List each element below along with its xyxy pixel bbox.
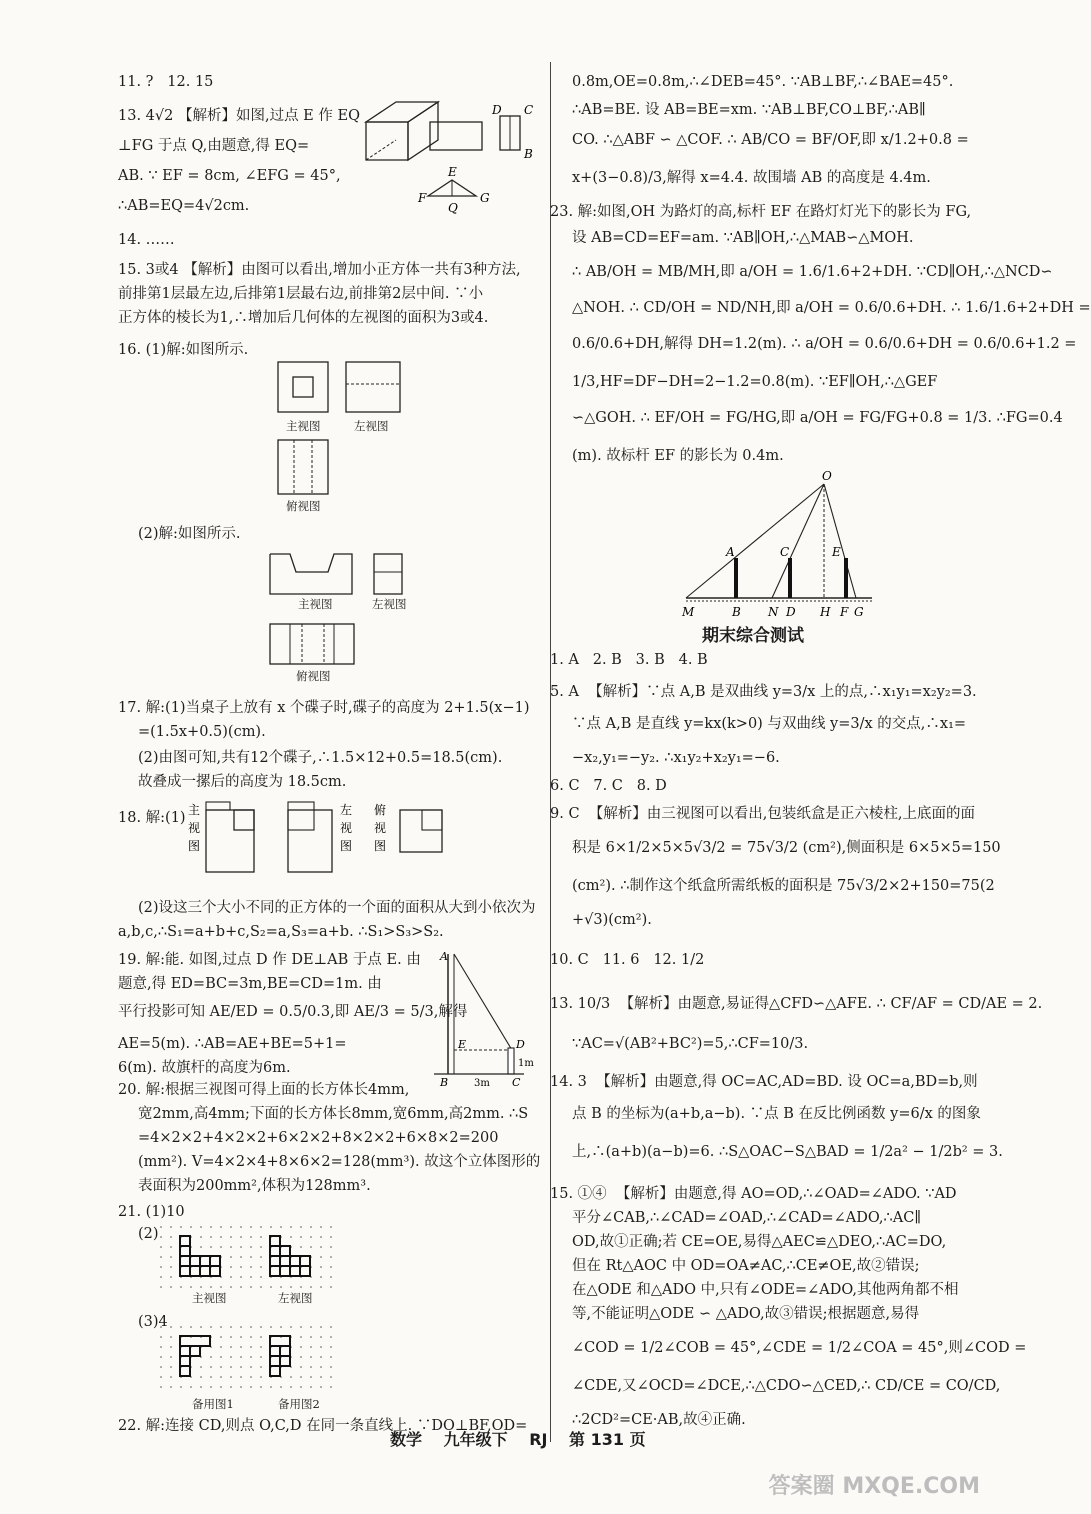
footer-subject: 数学 <box>390 1430 423 1449</box>
answer-21-3: (3)4 <box>138 1314 168 1330</box>
answer-20-line5: 表面积为200mm²,体积为128mm³. <box>138 1178 371 1194</box>
answer-15: 15. ①④ 【解析】由题意,得 AO=OD,∴∠OAD=∠ADO. ∵AD <box>550 1186 957 1202</box>
caption-spare-2: 备用图2 <box>278 1397 320 1411</box>
answer-15-line8: ∠CDE,又∠OCD=∠DCE,∴△CDO∽△CED,∴ CD/CE = CO/CD, <box>572 1378 1001 1394</box>
answer-13-line2: ⊥FG 于点 Q,由题意,得 EQ= <box>118 138 310 154</box>
ray-on <box>772 484 824 598</box>
label-g: G <box>480 191 490 205</box>
r-line-6: 设 AB=CD=EF=am. ∵AB∥OH,∴△MAB∽△MOH. <box>572 230 914 246</box>
answer-20-line4: (mm²). V=4×2×4+8×6×2=128(mm³). 故这个立体图形的 <box>138 1154 541 1170</box>
answer-5-line3: −x₂,y₁=−y₂. ∴x₁y₂+x₂y₁=−6. <box>572 750 780 766</box>
r-line-2: ∴AB=BE. 设 AB=BE=xm. ∵AB⊥BF,CO⊥BF,∴AB∥ <box>572 102 926 118</box>
v-top-2: 视 <box>374 821 387 835</box>
label-a: A <box>726 545 735 559</box>
label-h: H <box>820 605 831 619</box>
watermark: 答案圈 MXQE.COM <box>768 1474 980 1499</box>
answers-1-4: 1. A 2. B 3. B 4. B <box>550 652 708 668</box>
v-front-2: 视 <box>188 821 201 835</box>
answer-15-line4: 但在 Rt△AOC 中 OD=OA≠AC,∴CE≠OE,故②错误; <box>572 1258 920 1274</box>
r-line-10: 1/3,HF=DF−DH=2−1.2=0.8(m). ∵EF∥OH,∴△GEF <box>572 374 938 390</box>
prism-top-face <box>366 102 438 122</box>
label-e: E <box>458 1038 467 1051</box>
footer-edition: RJ <box>529 1430 548 1449</box>
page-footer <box>390 1427 662 1450</box>
r-line-12: (m). 故标杆 EF 的影长为 0.4m. <box>572 448 784 464</box>
caption-left-21: 左视图 <box>278 1291 313 1305</box>
prism-hidden-edge <box>366 140 396 160</box>
answer-9-line3: (cm²). ∴制作这个纸盒所需纸板的面积是 75√3/2×2+150=75(2 <box>572 878 995 894</box>
caption-top-2: 俯视图 <box>296 669 331 683</box>
answer-14-line2: 点 B 的坐标为(a+b,a−b). ∵点 B 在反比例函数 y=6/x 的图象 <box>572 1106 981 1122</box>
r-line-7: ∴ AB/OH = MB/MH,即 a/OH = 1.6/1.6+2+DH. ∵CD∥OH,∴△NCD∽ <box>572 264 1053 280</box>
label-c: C <box>524 103 534 117</box>
answer-17: 17. 解:(1)当桌子上放有 x 个碟子时,碟子的高度为 2+1.5(x−1) <box>118 700 530 716</box>
v-left-2: 视 <box>340 821 353 835</box>
r-line-1: 0.8m,OE=0.8m,∴∠DEB=45°. ∵AB⊥BF,∴∠BAE=45°. <box>572 74 954 90</box>
label-a: A <box>440 950 448 963</box>
answer-19: 19. 解:能. 如图,过点 D 作 DE⊥AB 于点 E. 由 <box>118 952 421 968</box>
wall <box>508 1048 514 1074</box>
answer-22: 22. 解:连接 CD,则点 O,C,D 在同一条直线上. ∵DO⊥BF,OD= <box>118 1418 528 1434</box>
label-q: Q <box>448 201 458 215</box>
answers-6-8: 6. C 7. C 8. D <box>550 778 667 794</box>
label-d: D <box>516 1038 525 1051</box>
label-c: C <box>780 545 790 559</box>
label-m: M <box>682 605 695 619</box>
answer-15-line3: 正方体的棱长为1,∴增加后几何体的左视图的面积为3或4. <box>118 310 489 326</box>
q21-grids <box>160 1226 340 1406</box>
q16-2-figure <box>268 552 428 682</box>
caption-front-1: 主视图 <box>286 419 321 433</box>
front-view-top <box>206 802 230 810</box>
left-view-outer <box>346 362 400 412</box>
v-left-1: 左 <box>340 803 353 817</box>
v-top-1: 俯 <box>374 803 387 817</box>
answers-10-12: 10. C 11. 6 12. 1/2 <box>550 952 705 968</box>
q23-figure <box>682 470 882 620</box>
answer-14: 14. 3 【解析】由题意,得 OC=AC,AD=BD. 设 OC=a,BD=b,则 <box>550 1074 978 1090</box>
label-b: B <box>732 605 741 619</box>
q19-figure <box>428 950 538 1090</box>
v-left-3: 图 <box>340 839 353 853</box>
front-view-small <box>234 810 254 830</box>
v-top-3: 图 <box>374 839 387 853</box>
answer-17-line3: (2)由图可知,共有12个碟子,∴1.5×12+0.5=18.5(cm). <box>138 750 503 766</box>
answer-15-line7: ∠COD = 1/2∠COB = 45°,∠CDE = 1/2∠COA = 45°,则∠COD = <box>572 1340 1027 1356</box>
ray-om <box>686 484 824 598</box>
answer-15-line2: 平分∠CAB,∴∠CAD=∠OAD,∴∠CAD=∠ADO,∴AC∥ <box>572 1210 922 1226</box>
answer-15-line6: 等,不能证明△ODE ∽ △ADO,故③错误;根据题意,易得 <box>572 1306 920 1322</box>
caption-top-1: 俯视图 <box>286 499 321 513</box>
label-o: O <box>822 469 832 483</box>
ray-og <box>824 484 856 598</box>
answer-9-line2: 积是 6×1/2×5×5√3/2 = 75√3/2 (cm²),侧面积是 6×5×5=150 <box>572 840 1001 856</box>
answer-18-2: (2)设这三个大小不同的正方体的一个面的面积从大到小依次为 <box>138 900 536 916</box>
caption-front-21: 主视图 <box>192 1291 227 1305</box>
caption-spare-1: 备用图1 <box>192 1397 234 1411</box>
answer-21-2: (2) <box>138 1226 159 1242</box>
answer-16-1: 16. (1)解:如图所示. <box>118 342 249 358</box>
answer-13-line2: ∵AC=√(AB²+BC²)=5,∴CF=10/3. <box>572 1036 809 1052</box>
column-divider <box>550 62 551 1442</box>
answer-5: 5. A 【解析】∵点 A,B 是双曲线 y=3/x 上的点,∴x₁y₁=x₂y₂=3. <box>550 684 977 700</box>
answer-13: 13. 4√2 【解析】如图,过点 E 作 EQ <box>118 108 360 124</box>
sun-ray <box>454 954 512 1050</box>
label-f: F <box>418 191 427 205</box>
label-e: E <box>832 545 841 559</box>
label-1m: 1m <box>518 1058 534 1069</box>
label-e: E <box>448 165 457 179</box>
answer-21-1: 21. (1)10 <box>118 1204 185 1220</box>
left-view-big <box>288 810 332 872</box>
section-title: 期末综合测试 <box>702 626 804 646</box>
answer-13: 13. 10/3 【解析】由题意,易证得△CFD∽△AFE. ∴ CF/AF = CD/AE = 2. <box>550 996 1043 1012</box>
r-line-4: x+(3−0.8)/3,解得 x=4.4. 故围墙 AB 的高度是 4.4m. <box>572 170 931 186</box>
label-3m: 3m <box>474 1078 490 1089</box>
r-line-3: CO. ∴△ABF ∽ △COF. ∴ AB/CO = BF/OF,即 x/1.2+0.8 = <box>572 132 969 148</box>
footer-page-number: 第 131 页 <box>569 1430 646 1449</box>
v-front-3: 图 <box>188 839 201 853</box>
front-view-big <box>206 810 254 872</box>
answer-15-line5: 在△ODE 和△ADO 中,只有∠ODE=∠ADO,其他两角都不相 <box>572 1282 959 1298</box>
answer-13-line3: AB. ∵ EF = 8cm, ∠EFG = 45°, <box>118 168 341 184</box>
v-front-1: 主 <box>188 803 201 817</box>
answer-17-line4: 故叠成一摞后的高度为 18.5cm. <box>138 774 347 790</box>
top-view-big <box>400 810 442 852</box>
top-view-outer <box>278 440 328 494</box>
answer-18: 18. 解:(1) <box>118 810 186 826</box>
answer-18-2-line2: a,b,c,∴S₁=a+b+c,S₂=a,S₃=a+b. ∴S₁>S₃>S₂. <box>118 924 444 940</box>
q16-1-figure <box>276 360 426 515</box>
footer-grade: 九年级下 <box>443 1430 508 1449</box>
answer-19-line3: 平行投影可知 AE/ED = 0.5/0.3,即 AE/3 = 5/3,解得 <box>118 1004 468 1020</box>
r-line-11: ∽△GOH. ∴ EF/OH = FG/HG,即 a/OH = FG/FG+0.8 = 1/3. ∴FG=0.4 <box>572 410 1063 426</box>
label-n: N <box>768 605 779 619</box>
answer-16-2: (2)解:如图所示. <box>138 526 241 542</box>
q18-figure <box>178 800 518 890</box>
prism-front-face <box>366 122 408 160</box>
answer-19-line2: 题意,得 ED=BC=3m,BE=CD=1m. 由 <box>118 976 382 992</box>
answer-15-line3: OD,故①正确;若 CE=OE,易得△AEC≌△DEO,∴AC=DO, <box>572 1234 947 1250</box>
answer-20-line3: =4×2×2+4×2×2+6×2×2+8×2×2+6×8×2=200 <box>138 1130 499 1146</box>
prism-side-face <box>408 102 438 160</box>
label-b: B <box>524 147 533 161</box>
answer-15-line2: 前排第1层最左边,后排第1层最右边,前排第2层中间. ∵小 <box>118 286 484 302</box>
caption-left-1: 左视图 <box>354 419 389 433</box>
answer-15: 15. 3或4 【解析】由图可以看出,增加小正方体一共有3种方法, <box>118 262 521 278</box>
left-view-shape <box>374 554 402 594</box>
answer-5-line2: ∵点 A,B 是直线 y=kx(k>0) 与双曲线 y=3/x 的交点,∴x₁= <box>572 716 967 732</box>
answer-19-line5: 6(m). 故旗杆的高度为6m. <box>118 1060 291 1076</box>
q13-figure <box>360 100 540 240</box>
label-d: D <box>492 103 502 117</box>
front-view-inner <box>293 377 313 397</box>
answer-23: 23. 解:如图,OH 为路灯的高,标杆 EF 在路灯灯光下的影长为 FG, <box>550 204 972 220</box>
answer-19-line4: AE=5(m). ∴AB=AE+BE=5+1= <box>118 1036 347 1052</box>
label-d: D <box>786 605 796 619</box>
answer-20-line2: 宽2mm,高4mm;下面的长方体长8mm,宽6mm,高2mm. ∴S <box>138 1106 529 1122</box>
answer-9-line4: +√3)(cm²). <box>572 912 652 928</box>
label-f: F <box>840 605 849 619</box>
top-view-shape <box>270 624 354 664</box>
r-line-9: 0.6/0.6+DH,解得 DH=1.2(m). ∴ a/OH = 0.6/0.6+DH = 0.6/0.6+1.2 = <box>572 336 1077 352</box>
label-b: B <box>440 1076 449 1089</box>
r-line-8: △NOH. ∴ CD/OH = ND/NH,即 a/OH = 0.6/0.6+DH. ∴ 1.6/1.6+2+DH = <box>572 300 1091 316</box>
label-g: G <box>854 605 864 619</box>
answer-14: 14. …… <box>118 232 175 248</box>
front-view-shape <box>270 554 352 594</box>
answer-11-12: 11. ? 12. 15 <box>118 74 214 90</box>
caption-left-2: 左视图 <box>372 597 407 611</box>
answer-20: 20. 解:根据三视图可得上面的长方体长4mm, <box>118 1082 410 1098</box>
left-view-small <box>288 802 314 830</box>
answer-13-line4: ∴AB=EQ=4√2cm. <box>118 198 250 214</box>
answer-17-line2: =(1.5x+0.5)(cm). <box>138 724 266 740</box>
label-c: C <box>512 1076 521 1089</box>
caption-front-2: 主视图 <box>298 597 333 611</box>
answer-9: 9. C 【解析】由三视图可以看出,包装纸盒是正六棱柱,上底面的面 <box>550 806 975 822</box>
answer-15-line9: ∴2CD²=CE·AB,故④正确. <box>572 1412 746 1428</box>
answer-14-line3: 上,∴(a+b)(a−b)=6. ∴S△OAC−S△BAD = 1/2a² − 1/2b² = 3. <box>572 1144 1003 1160</box>
top-view-small <box>422 810 442 830</box>
front-view-outer <box>278 362 328 412</box>
